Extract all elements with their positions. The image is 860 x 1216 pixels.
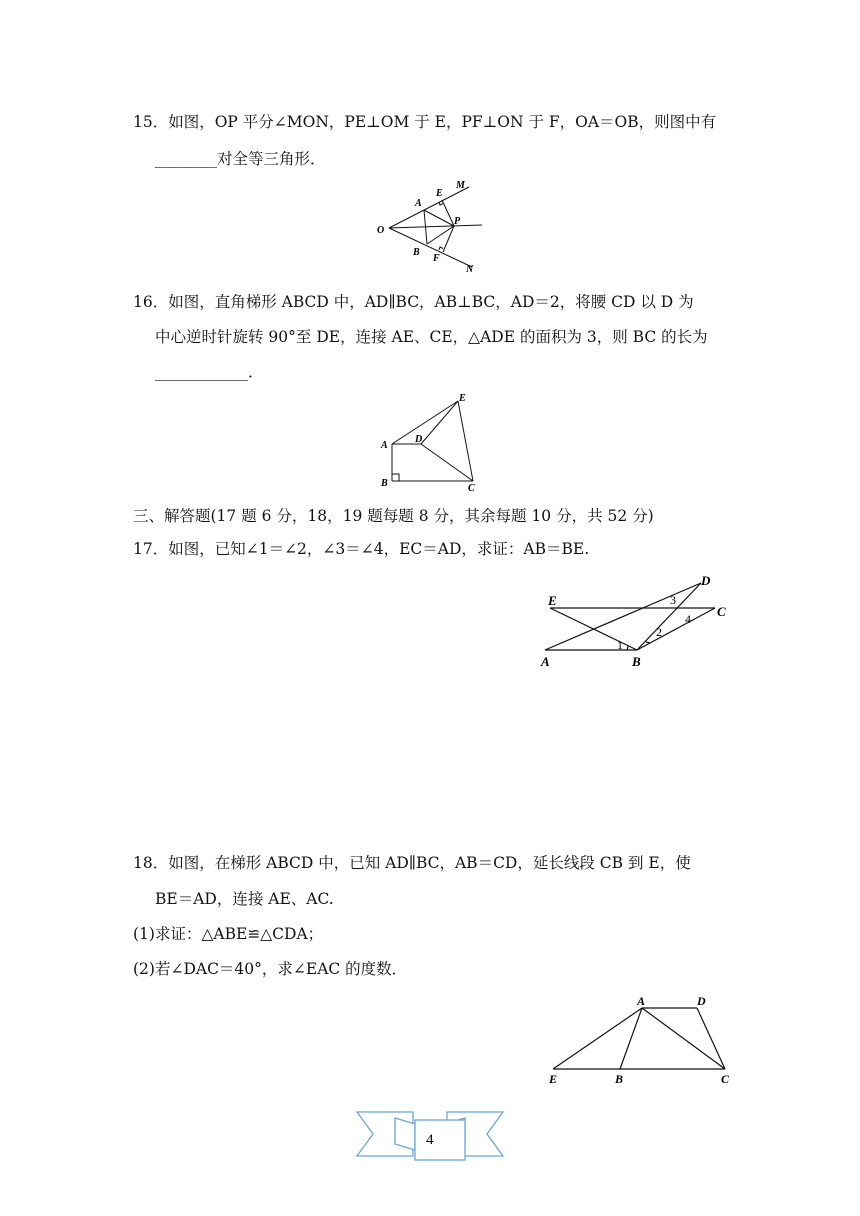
q16-figure: [375, 388, 485, 494]
q15-label-M: M: [456, 180, 465, 191]
q17-label-A: A: [541, 654, 550, 669]
q15-figure: [370, 176, 485, 276]
q16-label-B: B: [381, 478, 388, 489]
q17-angle-2: 2: [656, 625, 662, 639]
q18-label-B: B: [615, 1072, 624, 1086]
q17-figure: [535, 568, 735, 672]
page-number: 4: [426, 1132, 434, 1148]
q18-label-C: C: [721, 1072, 730, 1086]
q18-part-2: (2)若∠DAC＝40°，求∠EAC 的度数．: [133, 960, 408, 978]
q17-label-E: E: [548, 593, 557, 608]
q16-line-1: 16．如图，直角梯形 ABCD 中，AD∥BC，AB⊥BC，AD＝2，将腰 CD 以 D 为: [133, 293, 694, 311]
q15-line-2: ________对全等三角形．: [155, 150, 326, 168]
q16-line-3: ____________．: [155, 363, 264, 381]
q15-label-B: B: [413, 247, 420, 258]
q17-label-D: D: [701, 573, 711, 588]
q15-line-1: 15．如图，OP 平分∠MON，PE⊥OM 于 E，PF⊥ON 于 F，OA＝OB，则图中有: [133, 113, 717, 131]
q15-label-E: E: [436, 188, 443, 199]
q15-label-F: F: [433, 253, 440, 264]
q16-line-2: 中心逆时针旋转 90°至 DE，连接 AE、CE，△ADE 的面积为 3，则 BC 的长为: [155, 328, 708, 346]
q15-label-P: P: [454, 216, 461, 227]
q18-figure: [545, 988, 740, 1088]
q17-angle-3: 3: [670, 593, 676, 607]
q18-part-1: (1)求证：△ABE≌△CDA；: [133, 925, 324, 943]
q18-label-E: E: [549, 1072, 558, 1086]
q15-label-N: N: [466, 264, 474, 275]
section-3-heading: 三、解答题(17 题 6 分，18，19 题每题 8 分，其余每题 10 分，共 52 分): [133, 507, 654, 525]
q16-label-D: D: [415, 434, 423, 445]
q15-label-A: A: [415, 198, 422, 209]
q16-label-C: C: [468, 483, 475, 494]
q17-angle-4: 4: [685, 612, 691, 626]
page-number-ribbon: [355, 1104, 505, 1168]
q18-label-D: D: [697, 994, 706, 1008]
q18-line-1: 18．如图，在梯形 ABCD 中，已知 AD∥BC，AB＝CD，延长线段 CB 到 E，使: [133, 854, 691, 872]
q16-label-A: A: [381, 440, 388, 451]
q18-line-2: BE＝AD，连接 AE、AC.: [155, 890, 334, 908]
q17-line-1: 17．如图，已知∠1＝∠2，∠3＝∠4，EC＝AD，求证：AB＝BE.: [133, 540, 590, 558]
q15-label-O: O: [377, 225, 385, 236]
q17-label-B: B: [632, 654, 641, 669]
q17-angle-1: 1: [617, 638, 623, 652]
q17-label-C: C: [717, 604, 726, 619]
q18-label-A: A: [637, 994, 646, 1008]
q16-label-E: E: [459, 393, 466, 404]
